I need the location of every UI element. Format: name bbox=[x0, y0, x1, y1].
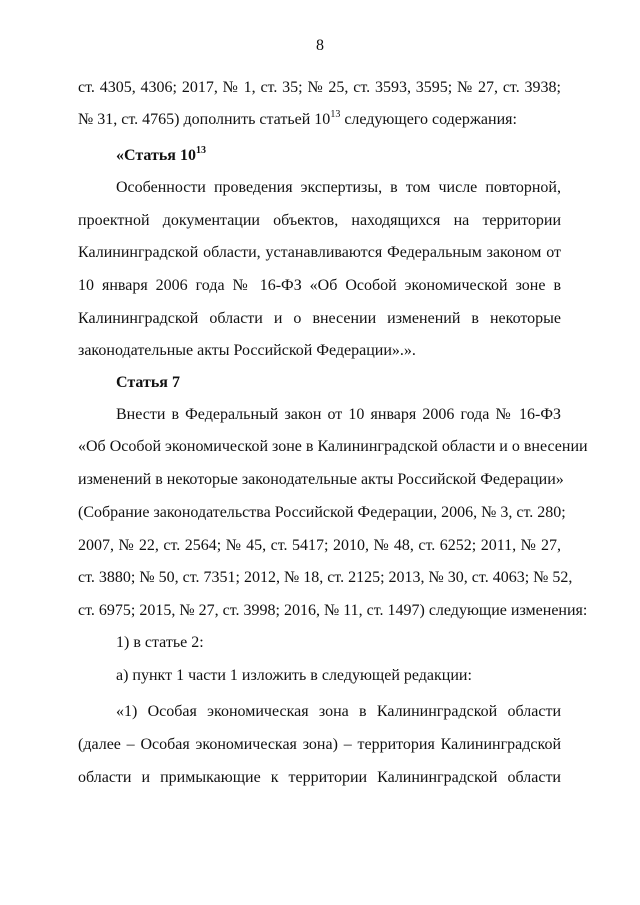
list-item: а) пункт 1 части 1 изложить в следующей редакции: bbox=[116, 667, 472, 684]
text-line bbox=[78, 110, 561, 130]
page-number: 8 bbox=[316, 37, 324, 54]
paragraph-line: Калининградской области и о внесении изменений в некоторые bbox=[78, 310, 561, 327]
paragraph-line: изменений в некоторые законодательные акты Российской Федерации» bbox=[78, 471, 564, 488]
superscript: 13 bbox=[195, 145, 206, 156]
paragraph-line: ст. 6975; 2015, № 27, ст. 3998; 2016, № 11, ст. 1497) следующие изменения: bbox=[78, 602, 588, 619]
paragraph-line: проектной документации объектов, находящихся на территории bbox=[78, 212, 561, 229]
article-heading bbox=[116, 146, 561, 166]
paragraph-line: (далее – Особая экономическая зона) – территория Калининградской bbox=[78, 736, 561, 753]
paragraph-line: законодательные акты Российской Федерации».». bbox=[78, 342, 416, 359]
list-item: 1) в статье 2: bbox=[116, 634, 204, 651]
paragraph-line: области и примыкающие к территории Калининградской области bbox=[78, 769, 561, 786]
superscript: 13 bbox=[330, 109, 341, 120]
text-line: ст. 4305, 4306; 2017, № 1, ст. 35; № 25, ст. 3593, 3595; № 27, ст. 3938; bbox=[78, 79, 561, 96]
text-fragment: № 31, ст. 4765) дополнить статьей 10 bbox=[78, 111, 331, 128]
heading-text: «Статья 10 bbox=[116, 147, 196, 164]
paragraph-line: Внести в Федеральный закон от 10 января 2006 года № 16-ФЗ bbox=[116, 406, 561, 423]
paragraph-line: «Об Особой экономической зоне в Калининградской области и о внесении bbox=[78, 438, 588, 455]
paragraph-line: (Собрание законодательства Российской Федерации, 2006, № 3, ст. 280; bbox=[78, 504, 566, 521]
text-fragment: следующего содержания: bbox=[340, 111, 517, 128]
paragraph-line: ст. 3880; № 50, ст. 7351; 2012, № 18, ст. 2125; 2013, № 30, ст. 4063; № 52, bbox=[78, 569, 573, 586]
paragraph-line: 2007, № 22, ст. 2564; № 45, ст. 5417; 2010, № 48, ст. 6252; 2011, № 27, bbox=[78, 537, 561, 554]
paragraph-line: «1) Особая экономическая зона в Калининградской области bbox=[116, 703, 561, 720]
paragraph-line: 10 января 2006 года № 16-ФЗ «Об Особой экономической зоне в bbox=[78, 277, 561, 294]
article-heading: Статья 7 bbox=[116, 374, 180, 391]
paragraph-line: Калининградской области, устанавливаются Федеральным законом от bbox=[78, 244, 561, 261]
paragraph-line: Особенности проведения экспертизы, в том числе повторной, bbox=[116, 179, 561, 196]
